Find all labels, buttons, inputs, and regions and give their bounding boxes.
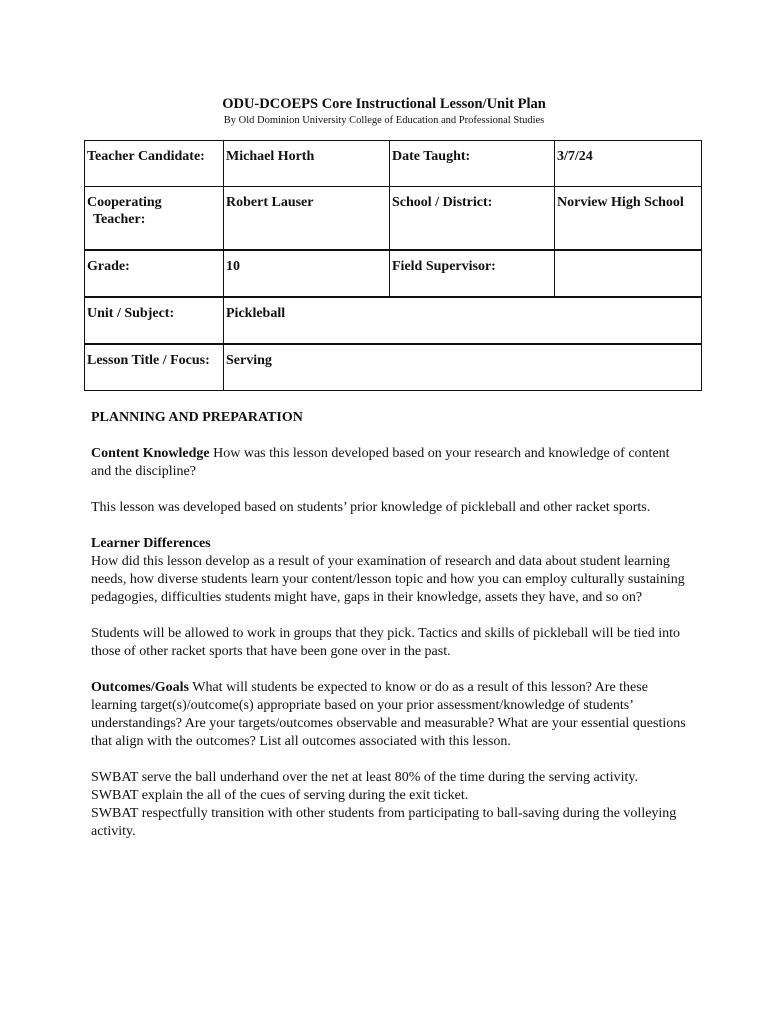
table-row [85, 344, 702, 391]
lesson-title-label: Lesson Title / Focus: [85, 344, 224, 391]
outcomes-heading: Outcomes/Goals [91, 680, 189, 695]
content-knowledge-prompt [91, 445, 691, 481]
outcome-item: SWBAT explain the all of the cues of serving during the exit ticket. [91, 788, 469, 803]
planning-section [91, 409, 691, 841]
unit-label: Unit / Subject: [85, 297, 224, 344]
teacher-candidate-label: Teacher Candidate: [85, 141, 224, 187]
lesson-title-value: Serving [224, 344, 702, 391]
field-supervisor-value [555, 250, 702, 297]
planning-heading: PLANNING AND PREPARATION [91, 410, 303, 425]
teacher-candidate-value: Michael Horth [224, 141, 390, 187]
table-row [85, 250, 702, 297]
content-knowledge-answer: This lesson was developed based on students’ prior knowledge of pickleball and other racket sports. [91, 500, 651, 515]
learner-differences-question: How did this lesson develop as a result of your examination of research and data about student learning needs, how diverse students learn your content/lesson topic and how you can employ culturally sustaining pedagogies, difficulties students might have, gaps in their knowledge, assets they have, and so on? [91, 554, 685, 605]
school-label: School / District: [390, 187, 555, 251]
grade-label: Grade: [85, 250, 224, 297]
document-title: ODU-DCOEPS Core Instructional Lesson/Unit Plan [222, 96, 546, 112]
outcome-item: SWBAT respectfully transition with other students from participating to ball-saving during the volleying activity. [91, 806, 677, 839]
outcomes-prompt [91, 679, 691, 751]
cooperating-label-line-1: Cooperating [87, 195, 162, 210]
content-knowledge-question: How was this lesson developed based on your research and knowledge of content and the discipline? [91, 446, 670, 479]
outcomes-question: What will students be expected to know or do as a result of this lesson? Are these learning target(s)/outcome(s) appropriate based on your prior assessment/knowledge of students’ understandings? Are your targets/outcomes observable and measurable? What are your essential questions that align with the outcomes? List all outcomes associated with this lesson. [91, 680, 686, 749]
school-value: Norview High School [555, 187, 702, 251]
cooperating-label-line-2: Teacher: [93, 212, 146, 227]
table-row [85, 297, 702, 344]
date-taught-value: 3/7/24 [555, 141, 702, 187]
unit-value: Pickleball [224, 297, 702, 344]
table-row [85, 187, 702, 251]
grade-value: 10 [224, 250, 390, 297]
date-taught-label: Date Taught: [390, 141, 555, 187]
document-subtitle: By Old Dominion University College of Education and Professional Studies [223, 115, 545, 126]
cooperating-teacher-label [85, 187, 224, 251]
table-row [85, 141, 702, 187]
cooperating-teacher-value: Robert Lauser [224, 187, 390, 251]
learner-differences-answer: Students will be allowed to work in groups that they pick. Tactics and skills of pickleball will be tied into those of other racket sports that have been gone over in the past. [91, 626, 680, 659]
field-supervisor-label: Field Supervisor: [390, 250, 555, 297]
content-knowledge-heading: Content Knowledge [91, 446, 210, 461]
lesson-info-table [84, 140, 702, 391]
learner-differences-heading: Learner Differences [91, 536, 211, 551]
outcome-item: SWBAT serve the ball underhand over the net at least 80% of the time during the serving activity. [91, 770, 639, 785]
